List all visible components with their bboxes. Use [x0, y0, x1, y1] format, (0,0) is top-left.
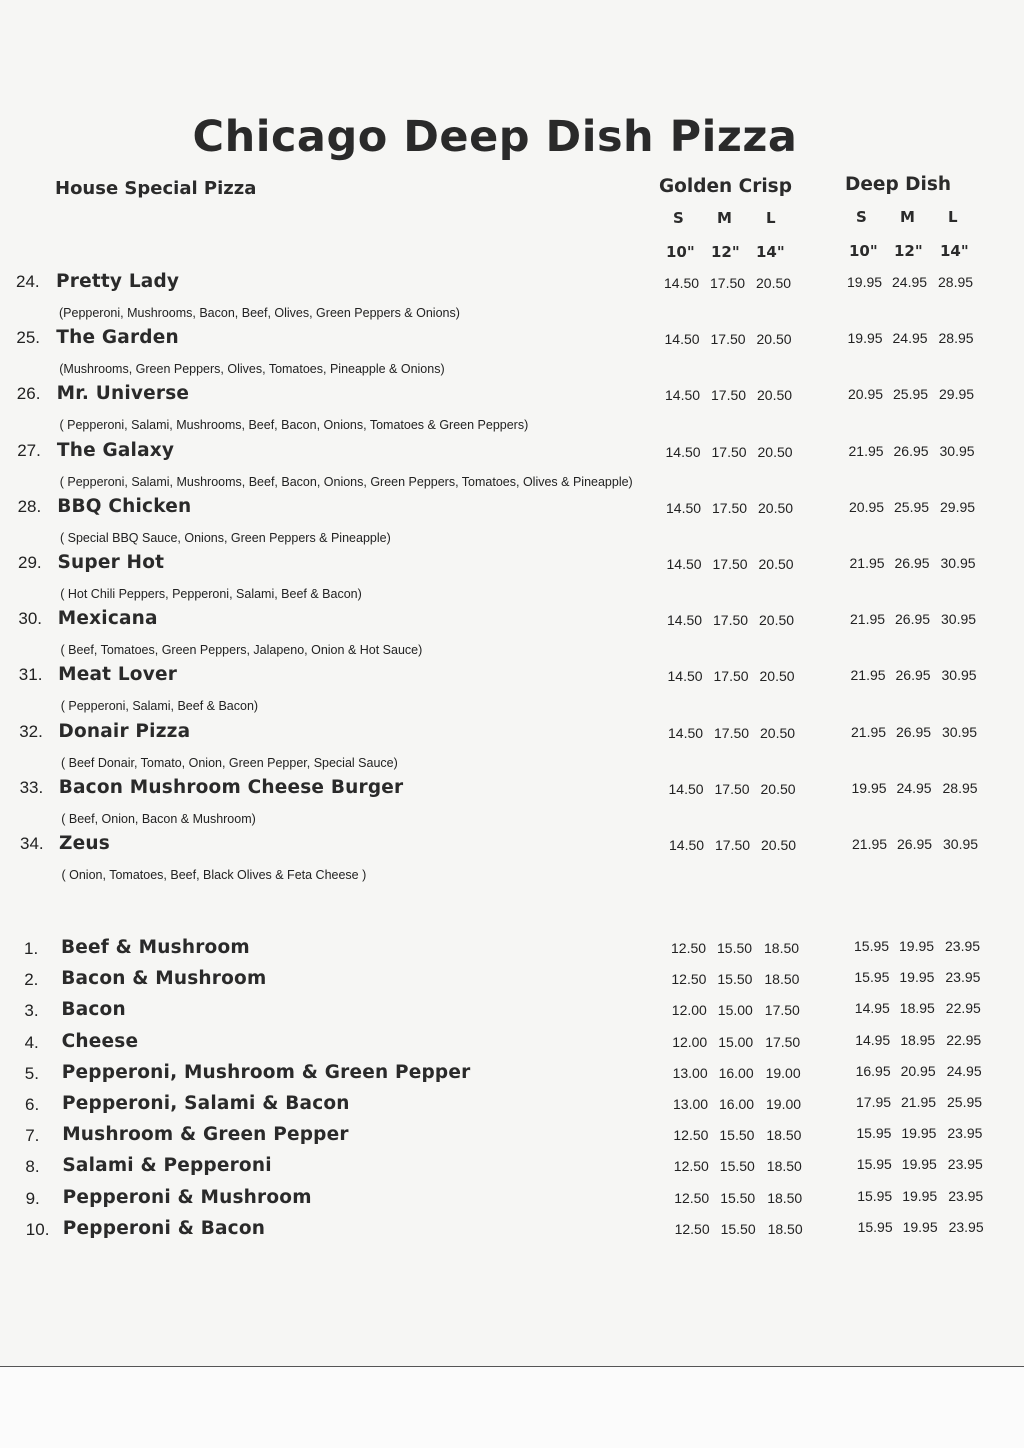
golden-crisp-price: 18.50: [767, 1189, 803, 1206]
golden-crisp-price: 15.50: [719, 1127, 755, 1144]
item-description: ( Pepperoni, Salami, Beef & Bacon): [60, 699, 259, 714]
item-name: Meat Lover: [58, 664, 178, 686]
item-description: ( Special BBQ Sauce, Onions, Green Peppers & Pineapple): [60, 530, 391, 545]
golden-crisp-price: 15.00: [717, 1002, 753, 1019]
deep-dish-price: 30.95: [941, 667, 977, 684]
item-name: Beef & Mushroom: [61, 937, 250, 958]
item-description: ( Pepperoni, Salami, Mushrooms, Beef, Bacon, Onions, Green Peppers, Tomatoes, Olives & Pineapple): [59, 474, 633, 489]
item-description: ( Hot Chili Peppers, Pepperoni, Salami, Beef & Bacon): [60, 587, 362, 601]
golden-crisp-price: 14.50: [665, 443, 701, 460]
golden-crisp-price: 13.00: [673, 1096, 709, 1112]
deep-dish-price: 24.95: [946, 1062, 982, 1079]
item-number: 26.: [16, 384, 41, 404]
item-name: Bacon Mushroom Cheese Burger: [58, 776, 404, 798]
item-name: Salami & Pepperoni: [62, 1155, 272, 1177]
golden-crisp-price: 18.50: [766, 1127, 802, 1144]
section-heading: House Special Pizza: [55, 178, 257, 199]
item-name: The Garden: [56, 327, 179, 349]
deep-dish-price: 30.95: [943, 836, 979, 852]
deep-dish-price: 28.95: [938, 274, 974, 290]
deep-dish-price: 29.95: [940, 498, 976, 515]
golden-crisp-price: 14.50: [664, 331, 700, 348]
golden-crisp-price: 14.50: [665, 387, 701, 404]
item-name: Bacon: [61, 999, 126, 1021]
scan-margin: [0, 1367, 1024, 1448]
golden-crisp-price: 14.50: [666, 499, 702, 516]
golden-crisp-price: 20.50: [756, 275, 792, 291]
deep-inch-12: 12": [894, 242, 923, 260]
golden-crisp-price: 17.50: [714, 724, 750, 741]
deep-dish-price: 24.95: [892, 330, 928, 347]
golden-crisp-price: 20.50: [760, 724, 796, 741]
item-name: The Galaxy: [56, 439, 175, 461]
deep-dish-price: 23.95: [948, 1218, 984, 1235]
deep-dish-price: 28.95: [942, 779, 978, 796]
golden-crisp-price: 12.50: [673, 1158, 709, 1175]
item-name: Donair Pizza: [58, 720, 191, 742]
deep-dish-price: 23.95: [945, 938, 981, 954]
deep-dish-price: 23.95: [947, 1156, 983, 1173]
golden-crisp-price: 17.50: [713, 668, 749, 685]
item-name: Super Hot: [57, 552, 165, 573]
golden-crisp-price: 18.50: [767, 1220, 803, 1237]
item-name: BBQ Chicken: [57, 495, 192, 517]
deep-dish-price: 25.95: [894, 498, 930, 515]
item-name: Cheese: [61, 1030, 139, 1052]
deep-dish-price: 16.95: [855, 1062, 891, 1079]
golden-crisp-price: 20.50: [758, 499, 794, 516]
item-description: (Pepperoni, Mushrooms, Bacon, Beef, Olives, Green Peppers & Onions): [59, 306, 460, 320]
golden-crisp-price: 14.50: [667, 668, 703, 685]
deep-dish-price: 19.95: [847, 274, 883, 290]
item-number: 28.: [17, 496, 42, 516]
deep-dish-price: 15.95: [856, 1125, 892, 1142]
golden-crisp-price: 17.50: [712, 499, 748, 516]
golden-crisp-heading: Golden Crisp: [659, 176, 792, 197]
item-number: 33.: [19, 777, 44, 797]
item-name: Pepperoni & Bacon: [62, 1217, 266, 1239]
deep-dish-price: 23.95: [948, 1187, 984, 1204]
deep-dish-price: 21.95: [850, 667, 886, 684]
deep-dish-price: 26.95: [897, 836, 933, 852]
golden-crisp-price: 14.50: [664, 275, 700, 291]
golden-crisp-price: 12.50: [671, 971, 707, 988]
deep-dish-price: 15.95: [856, 1156, 892, 1173]
deep-dish-price: 23.95: [947, 1125, 983, 1142]
golden-crisp-price: 15.50: [720, 1220, 756, 1237]
deep-dish-price: 19.95: [902, 1218, 938, 1235]
golden-crisp-price: 17.50: [711, 443, 747, 460]
golden-crisp-price: 12.00: [671, 1002, 707, 1019]
item-description: ( Beef Donair, Tomato, Onion, Green Pepper, Special Sauce): [61, 755, 398, 770]
deep-size-m: M: [900, 208, 915, 226]
item-number: 10.: [25, 1219, 50, 1239]
golden-crisp-price: 20.50: [759, 612, 795, 629]
golden-crisp-price: 20.50: [757, 443, 793, 460]
golden-inch-12: 12": [711, 243, 740, 261]
item-number: 4.: [24, 1032, 39, 1052]
page-title: Chicago Deep Dish Pizza: [192, 112, 798, 162]
deep-dish-price: 30.95: [939, 442, 975, 459]
golden-crisp-price: 15.50: [720, 1189, 756, 1206]
item-number: 7.: [25, 1126, 40, 1146]
deep-dish-price: 30.95: [942, 723, 978, 740]
item-number: 6.: [25, 1095, 40, 1114]
deep-dish-price: 18.95: [899, 1000, 935, 1017]
deep-dish-price: 26.95: [895, 667, 931, 684]
item-name: Pretty Lady: [56, 271, 180, 292]
item-description: ( Beef, Tomatoes, Green Peppers, Jalapeno, Onion & Hot Sauce): [60, 643, 423, 658]
deep-size-l: L: [948, 208, 958, 226]
golden-crisp-price: 12.50: [674, 1189, 710, 1206]
item-number: 1.: [24, 939, 39, 958]
deep-inch-10: 10": [849, 242, 878, 260]
golden-crisp-price: 17.50: [710, 331, 746, 348]
deep-dish-price: 19.95: [899, 938, 935, 954]
golden-crisp-price: 12.00: [672, 1033, 708, 1050]
golden-crisp-price: 13.00: [672, 1064, 708, 1081]
deep-dish-price: 26.95: [894, 555, 930, 571]
item-number: 25.: [16, 328, 41, 348]
item-number: 5.: [24, 1063, 39, 1083]
item-number: 24.: [16, 272, 40, 291]
golden-inch-14: 14": [756, 243, 785, 261]
golden-size-m: M: [717, 209, 732, 227]
deep-dish-price: 21.95: [850, 611, 886, 628]
golden-crisp-price: 18.50: [764, 940, 800, 956]
golden-crisp-price: 20.50: [761, 837, 797, 853]
deep-dish-price: 15.95: [857, 1187, 893, 1204]
golden-crisp-price: 17.50: [715, 837, 751, 853]
deep-inch-14: 14": [940, 242, 969, 260]
deep-dish-price: 19.95: [847, 330, 883, 347]
golden-crisp-price: 18.50: [766, 1158, 802, 1175]
golden-crisp-price: 14.50: [666, 556, 702, 572]
item-number: 30.: [18, 609, 43, 629]
deep-dish-price: 26.95: [895, 611, 931, 628]
item-number: 3.: [24, 1001, 39, 1021]
deep-dish-price: 30.95: [941, 611, 977, 628]
deep-dish-price: 19.95: [901, 1125, 937, 1142]
golden-crisp-price: 17.50: [714, 780, 750, 797]
item-description: (Mushrooms, Green Peppers, Olives, Tomatoes, Pineapple & Onions): [59, 362, 445, 377]
golden-crisp-price: 12.50: [671, 940, 707, 956]
item-name: Zeus: [59, 833, 110, 854]
golden-inch-10: 10": [666, 243, 695, 261]
deep-dish-price: 17.95: [856, 1094, 892, 1110]
deep-dish-price: 22.95: [945, 1000, 981, 1017]
golden-crisp-price: 14.50: [668, 724, 704, 741]
deep-dish-price: 15.95: [857, 1218, 893, 1235]
golden-crisp-price: 14.50: [669, 837, 705, 853]
deep-dish-price: 26.95: [893, 442, 929, 459]
item-number: 8.: [25, 1157, 40, 1177]
item-number: 32.: [19, 721, 43, 741]
deep-dish-price: 14.95: [855, 1031, 891, 1048]
item-number: 34.: [20, 834, 44, 853]
deep-dish-price: 22.95: [946, 1031, 982, 1048]
golden-crisp-price: 17.50: [764, 1002, 800, 1019]
golden-crisp-price: 20.50: [758, 556, 794, 572]
golden-crisp-price: 14.50: [667, 612, 703, 629]
item-description: ( Onion, Tomatoes, Beef, Black Olives & Feta Cheese ): [61, 868, 367, 882]
golden-crisp-price: 15.50: [717, 940, 753, 956]
deep-dish-price: 25.95: [947, 1094, 983, 1110]
deep-dish-price: 21.95: [901, 1094, 937, 1110]
deep-dish-price: 29.95: [939, 386, 975, 403]
item-name: Mushroom & Green Pepper: [62, 1124, 349, 1146]
deep-dish-price: 25.95: [893, 386, 929, 403]
item-description: ( Pepperoni, Salami, Mushrooms, Beef, Bacon, Onions, Tomatoes & Green Peppers): [59, 418, 529, 433]
item-description: ( Beef, Onion, Bacon & Mushroom): [61, 811, 256, 826]
golden-crisp-price: 16.00: [718, 1064, 754, 1081]
item-name: Pepperoni & Mushroom: [62, 1186, 312, 1208]
golden-crisp-price: 19.00: [766, 1096, 802, 1112]
golden-crisp-price: 15.50: [717, 971, 753, 988]
golden-crisp-price: 12.50: [674, 1220, 710, 1237]
golden-crisp-price: 17.50: [710, 275, 746, 291]
golden-crisp-price: 17.50: [713, 612, 749, 629]
item-number: 2.: [24, 970, 39, 990]
deep-dish-price: 24.95: [892, 274, 928, 290]
deep-dish-price: 19.95: [851, 779, 887, 796]
deep-dish-heading: Deep Dish: [845, 174, 952, 195]
deep-dish-price: 21.95: [849, 555, 885, 571]
item-name: Mr. Universe: [56, 383, 190, 405]
golden-crisp-price: 12.50: [673, 1127, 709, 1144]
deep-dish-price: 23.95: [945, 969, 981, 986]
deep-dish-price: 19.95: [899, 969, 935, 986]
item-name: Pepperoni, Mushroom & Green Pepper: [61, 1061, 471, 1083]
golden-crisp-price: 19.00: [765, 1064, 801, 1081]
deep-dish-price: 21.95: [851, 723, 887, 740]
deep-dish-price: 14.95: [854, 1000, 890, 1017]
deep-dish-price: 21.95: [852, 836, 888, 852]
deep-dish-price: 19.95: [901, 1156, 937, 1173]
golden-crisp-price: 17.50: [712, 556, 748, 572]
deep-dish-price: 30.95: [940, 555, 976, 571]
deep-size-s: S: [856, 208, 867, 226]
golden-crisp-price: 20.50: [757, 387, 793, 404]
golden-crisp-price: 17.50: [765, 1033, 801, 1050]
golden-crisp-price: 14.50: [668, 780, 704, 797]
deep-dish-price: 20.95: [900, 1062, 936, 1079]
item-number: 29.: [18, 553, 42, 572]
deep-dish-price: 24.95: [896, 779, 932, 796]
deep-dish-price: 18.95: [900, 1031, 936, 1048]
item-number: 31.: [18, 665, 43, 685]
golden-crisp-price: 20.50: [759, 668, 795, 685]
deep-dish-price: 26.95: [896, 723, 932, 740]
golden-crisp-price: 20.50: [760, 780, 796, 797]
deep-dish-price: 28.95: [938, 330, 974, 347]
item-number: 9.: [25, 1188, 40, 1208]
golden-crisp-price: 15.00: [718, 1033, 754, 1050]
deep-dish-price: 20.95: [849, 498, 885, 515]
deep-dish-price: 15.95: [854, 938, 890, 954]
item-name: Pepperoni, Salami & Bacon: [62, 1093, 350, 1114]
deep-dish-price: 21.95: [848, 442, 884, 459]
golden-size-s: S: [673, 209, 684, 227]
golden-crisp-price: 16.00: [719, 1096, 755, 1112]
golden-crisp-price: 20.50: [756, 331, 792, 348]
item-name: Mexicana: [57, 608, 158, 630]
golden-crisp-price: 18.50: [764, 971, 800, 988]
deep-dish-price: 19.95: [902, 1187, 938, 1204]
golden-crisp-price: 15.50: [719, 1158, 755, 1175]
deep-dish-price: 20.95: [848, 386, 884, 403]
item-name: Bacon & Mushroom: [61, 968, 267, 990]
item-number: 27.: [17, 440, 41, 460]
golden-size-l: L: [766, 209, 776, 227]
golden-crisp-price: 17.50: [711, 387, 747, 404]
deep-dish-price: 15.95: [854, 969, 890, 986]
